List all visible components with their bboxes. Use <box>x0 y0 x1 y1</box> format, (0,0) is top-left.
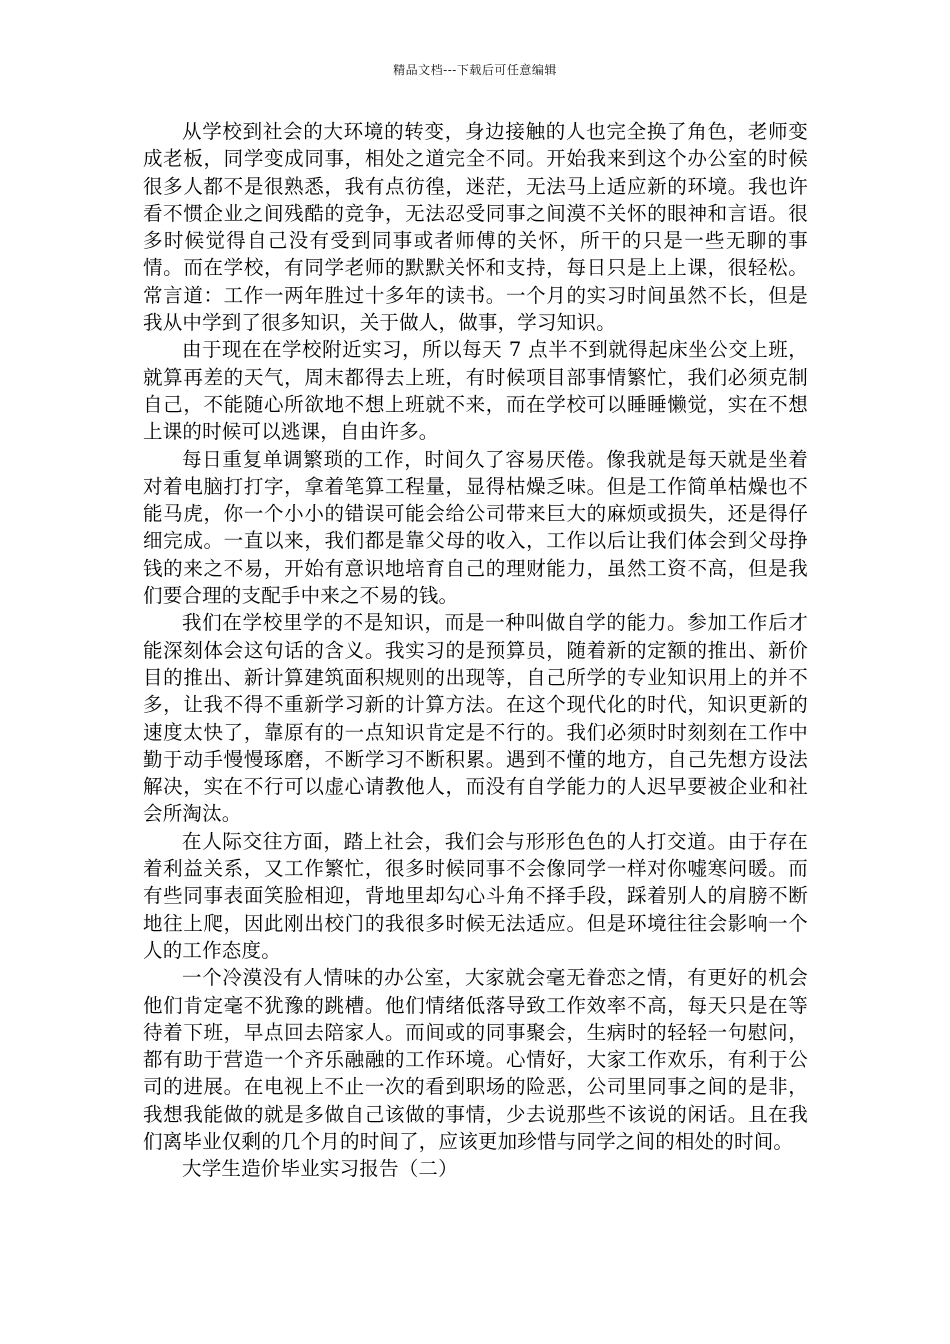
paragraph: 一个冷漠没有人情味的办公室，大家就会毫无眷恋之情，有更好的机会他们肯定毫不犹豫的跳槽。他们情绪低落导致工作效率不高，每天只是在等待着下班，早点回去陪家人。而间或的同事聚会，生病时的轻轻一句慰问，都有助于营造一个齐乐融融的工作环境。心情好，大家工作欢乐，有利于公司的进展。在电视上不止一次的看到职场的险恶，公司里同事之间的是非，我想我能做的就是多做自己该做的事情，少去说那些不该说的闲话。且在我们离毕业仅剩的几个月的时间了，应该更加珍惜与同学之间的相处的时间。 <box>143 966 808 1153</box>
page-header: 精品文档---下载后可任意编辑 <box>393 63 557 77</box>
paragraph: 每日重复单调繁琐的工作，时间久了容易厌倦。像我就是每天就是坐着对着电脑打打字，拿着笔算工程量，显得枯燥乏味。但是工作简单枯燥也不能马虎，你一个小小的错误可能会给公司带来巨大的麻烦或损失，还是得仔细完成。一直以来，我们都是靠父母的收入，工作以后让我们体会到父母挣钱的来之不易，开始有意识地培育自己的理财能力，虽然工资不高，但是我们要合理的支配手中来之不易的钱。 <box>143 447 808 608</box>
paragraph: 由于现在在学校附近实习，所以每天 7 点半不到就得起床坐公交上班，就算再差的天气，周末都得去上班，有时候项目部事情繁忙，我们必须克制自己，不能随心所欲地不想上班就不来，而在学校可以睡睡懒觉，实在不想上课的时候可以逃课，自由许多。 <box>143 338 808 444</box>
paragraph: 从学校到社会的大环境的转变，身边接触的人也完全换了角色，老师变成老板，同学变成同事，相处之道完全不同。开始我来到这个办公室的时候很多人都不是很熟悉，我有点彷徨，迷茫，无法马上适应新的环境。我也许看不惯企业之间残酷的竞争，无法忍受同事之间漠不关怀的眼神和言语。很多时候觉得自己没有受到同事或者师傅的关怀，所干的只是一些无聊的事情。而在学校，有同学老师的默默关怀和支持，每日只是上上课，很轻松。常言道：工作一两年胜过十多年的读书。一个月的实习时间虽然不长，但是我从中学到了很多知识，关于做人，做事，学习知识。 <box>143 120 808 335</box>
paragraph: 我们在学校里学的不是知识，而是一种叫做自学的能力。参加工作后才能深刻体会这句话的含义。我实习的是预算员，随着新的定额的推出、新价目的推出、新计算建筑面积规则的出现等，自己所学的专业知识用上的并不多，让我不得不重新学习新的计算方法。在这个现代化的时代，知识更新的速度太快了，靠原有的一点知识肯定是不行的。我们必须时时刻刻在工作中勤于动手慢慢琢磨，不断学习不断积累。遇到不懂的地方，自己先想方设法解决，实在不行可以虚心请教他人，而没有自学能力的人迟早要被企业和社会所淘汰。 <box>143 611 808 826</box>
section-heading: 大学生造价毕业实习报告（二） <box>182 1157 458 1181</box>
paragraph: 在人际交往方面，踏上社会，我们会与形形色色的人打交道。由于存在着利益关系，又工作繁忙，很多时候同事不会像同学一样对你嘘寒问暖。而有些同事表面笑脸相迎，背地里却勾心斗角不择手段，踩着别人的肩膀不断地往上爬，因此刚出校门的我很多时候无法适应。但是环境往往会影响一个人的工作态度。 <box>143 829 808 962</box>
document-body <box>143 118 808 1183</box>
